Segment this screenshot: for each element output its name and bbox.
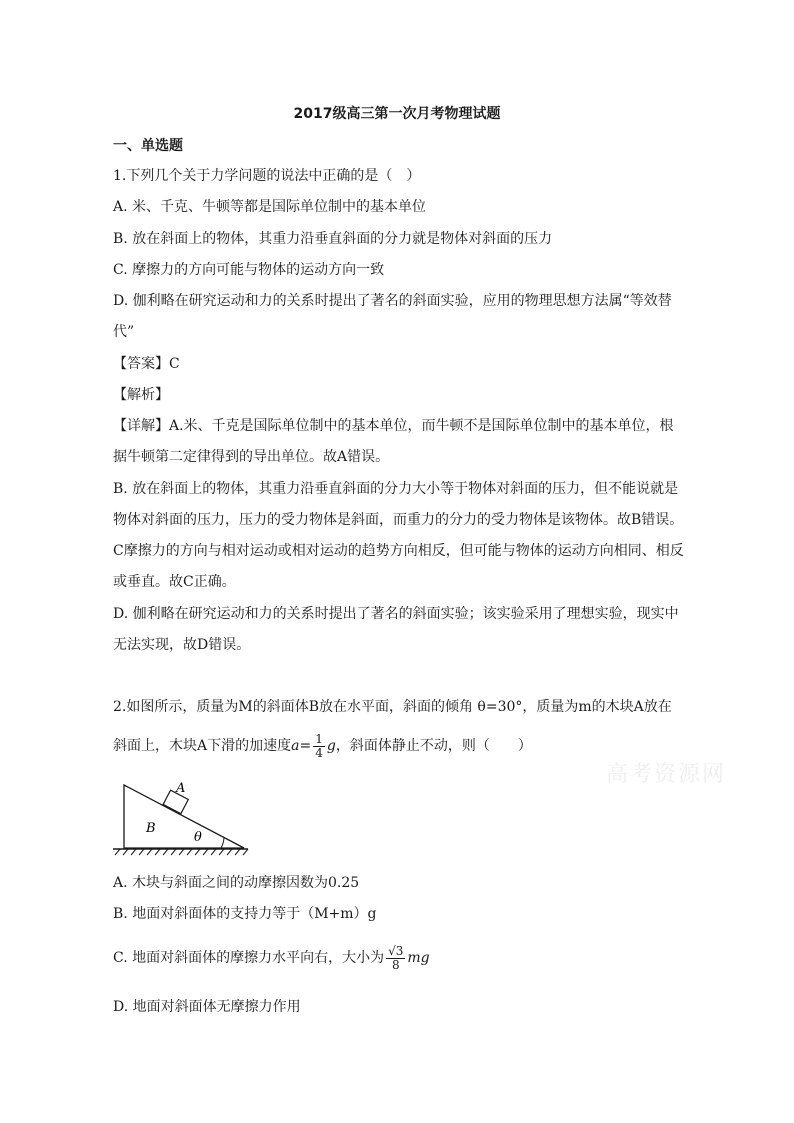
q1-explain-line7: D. 伽利略在研究运动和力的关系时提出了著名的斜面实验；该实验采用了理想实验，现实中: [113, 606, 679, 622]
q2-stem-line2: [113, 728, 532, 764]
accel-symbol: a: [291, 738, 300, 754]
q2-option-b: B. 地面对斜面体的支持力等于（M+m）g: [113, 906, 377, 922]
fraction-numerator: 1: [315, 731, 323, 746]
page-title: 2017级高三第一次月考物理试题: [293, 106, 501, 122]
q1-explain-line8: 无法实现，故D错误。: [113, 637, 251, 653]
q1-option-d-line1: D. 伽利略在研究运动和力的关系时提出了著名的斜面实验，应用的物理思想方法属“等效替: [113, 293, 672, 309]
q1-option-d-line2: 代”: [113, 324, 135, 340]
incline-figure: [108, 774, 253, 860]
q2-option-c-text: C. 地面对斜面体的摩擦力水平向右，大小为: [113, 950, 385, 966]
q1-option-c: C. 摩擦力的方向可能与物体的运动方向一致: [113, 262, 385, 278]
fraction-denominator: 4: [315, 745, 323, 760]
label-theta: θ: [194, 830, 202, 845]
q2-option-c: [113, 940, 430, 976]
q1-explain-line1: 【详解】A.米、千克是国际单位制中的基本单位，而牛顿不是国际单位制中的基本单位，根: [113, 418, 674, 434]
equals-sign: =: [299, 738, 312, 754]
q1-explain-line2: 据牛顿第二定律得到的导出单位。故A错误。: [113, 449, 390, 465]
ground-hatching: [115, 849, 248, 855]
q2-stem-post: ，斜面体静止不动，则（ ）: [335, 738, 532, 754]
section-heading: 一、单选题: [113, 138, 183, 154]
q2-stem-pre: 斜面上，木块A下滑的加速度: [113, 738, 292, 754]
eight-denominator: 8: [391, 957, 400, 972]
q2-stem-line1: 2.如图所示，质量为M的斜面体B放在水平面，斜面的倾角 θ=30°，质量为m的木块A放在: [113, 699, 672, 715]
sqrt3-over-8-fraction: [386, 945, 405, 972]
watermark: 高考资源网: [606, 762, 727, 787]
gravity-symbol: g: [326, 738, 336, 754]
q1-answer: 【答案】C: [113, 356, 180, 372]
q1-option-b: B. 放在斜面上的物体，其重力沿垂直斜面的分力就是物体对斜面的压力: [113, 231, 553, 247]
label-b: B: [146, 821, 156, 836]
q1-explain-line6: 或垂直。故C正确。: [113, 574, 236, 590]
q1-explain-line4: 物体对斜面的压力，压力的受力物体是斜面，而重力的分力的受力物体是该物体。故B错误。: [113, 512, 684, 528]
q1-analysis-heading: 【解析】: [113, 387, 169, 403]
q1-option-a: A. 米、千克、牛顿等都是国际单位制中的基本单位: [113, 199, 427, 215]
label-a: A: [176, 781, 186, 796]
quarter-fraction: [313, 733, 325, 760]
mg-symbol: mg: [407, 950, 430, 966]
q2-option-d: D. 地面对斜面体无摩擦力作用: [113, 999, 301, 1015]
angle-arc: [221, 837, 224, 848]
sqrt3-numerator: √3: [388, 943, 404, 958]
q1-stem: 1.下列几个关于力学问题的说法中正确的是（ ）: [113, 168, 421, 184]
q2-option-a: A. 木块与斜面之间的动摩擦因数为0.25: [113, 875, 360, 891]
q1-explain-line5: C摩擦力的方向与相对运动或相对运动的趋势方向相反，但可能与物体的运动方向相同、相反: [113, 543, 684, 559]
q1-explain-line3: B. 放在斜面上的物体，其重力沿垂直斜面的分力大小等于物体对斜面的压力，但不能说就是: [113, 481, 679, 497]
